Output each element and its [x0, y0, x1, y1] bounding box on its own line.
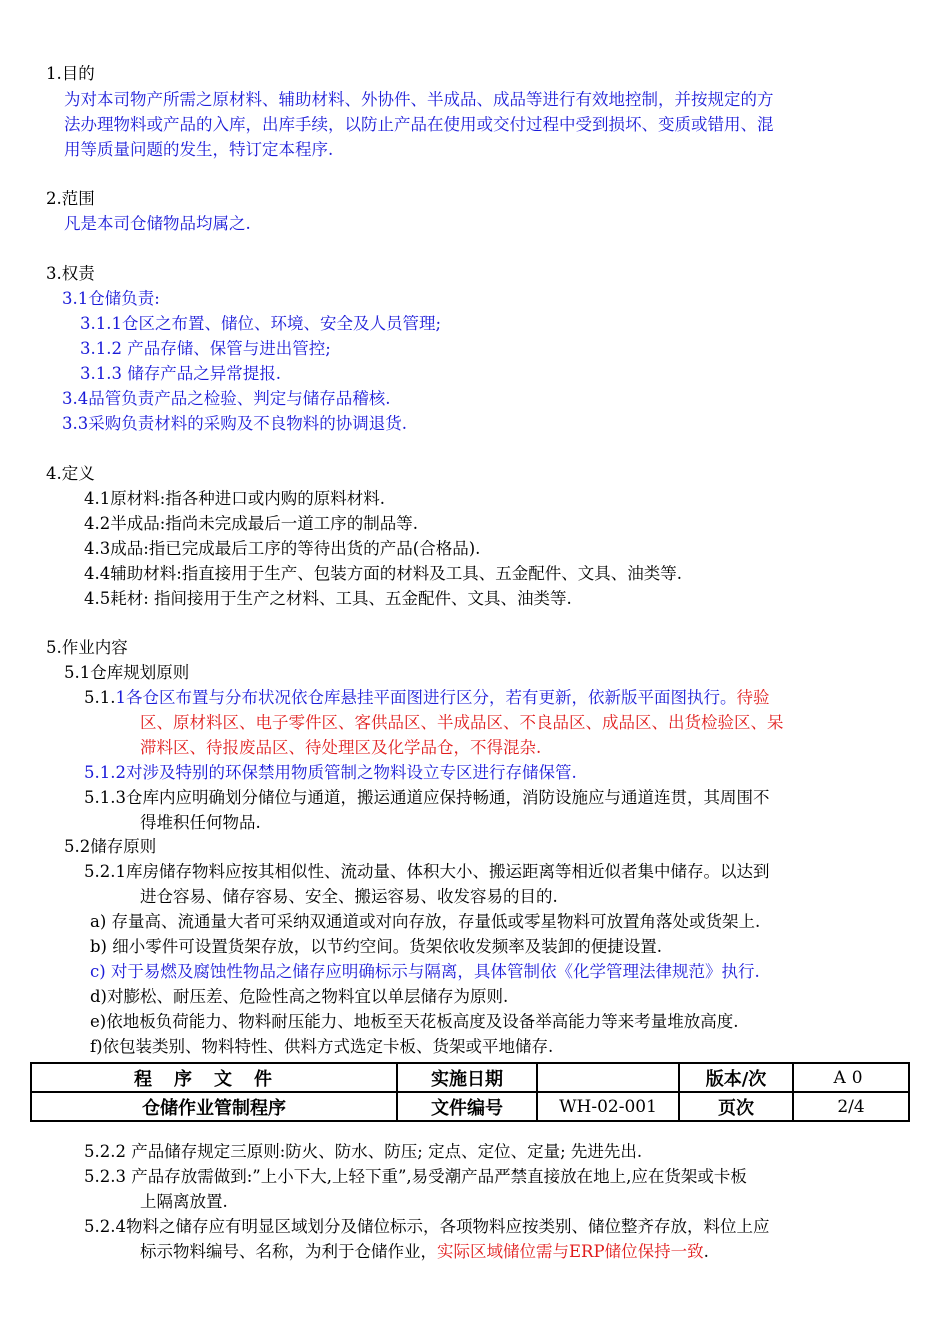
item-3-1-1: 3.1.1仓区之布置、储位、环境、安全及人员管理; [80, 314, 442, 333]
doc-type: 程序文件 [134, 1068, 294, 1090]
para-5-2-2: 5.2.2 产品储存规定三原则:防火、防水、防压; 定点、定位、定量; 先进先出. [84, 1142, 643, 1161]
item-3-1-3: 3.1.3 储存产品之异常提报. [80, 364, 281, 383]
para-5-2-3-line-1: 5.2.3 产品存放需做到:”上小下大,上轻下重”,易受潮产品严禁直接放在地上,应在货架或卡板 [84, 1167, 747, 1186]
doc-title: 仓储作业管制程序 [31, 1092, 397, 1121]
section-4-heading: 4.定义 [46, 464, 95, 483]
list-item-c-text: c) 对于易燃及腐蚀性物品之储存应明确标示与隔离， [90, 962, 474, 981]
item-3-4: 3.4品管负责产品之检验、判定与储存品稽核. [62, 389, 391, 408]
section-2-line-1: 凡是本司仓储物品均属之. [64, 214, 251, 233]
para-5-2-4-line-1: 5.2.4物料之储存应有明显区域划分及储位标示，各项物料应按类别、储位整齐存放，料位上应 [84, 1217, 770, 1236]
version-value: A0 [793, 1063, 909, 1092]
section-2-heading: 2.范围 [46, 189, 95, 208]
def-4-4: 4.4辅助材料:指直接用于生产、包装方面的材料及工具、五金配件、文具、油类等. [84, 564, 683, 583]
item-3-3: 3.3采购负责材料的采购及不良物料的协调退货. [62, 414, 407, 433]
impl-date-label: 实施日期 [397, 1063, 537, 1092]
para-5-1-3-line-2: 得堆积任何物品. [140, 813, 261, 832]
list-item-b: b) 细小零件可设置货架存放，以节约空间。货架依收发频率及装卸的便捷设置. [90, 937, 662, 956]
impl-date-value [537, 1063, 679, 1092]
section-1-line-2: 法办理物料或产品的入库，出库手续，以防止产品在使用或交付过程中受到损坏、变质或错用、混 [64, 115, 774, 134]
doc-type-cell [31, 1063, 397, 1092]
def-4-2: 4.2半成品:指尚未完成最后一道工序的制品等. [84, 514, 419, 533]
section-1-heading: 1.目的 [46, 64, 95, 83]
para-5-2-3-line-2: 上隔离放置. [140, 1192, 228, 1211]
def-4-5: 4.5耗材: 指间接用于生产之材料、工具、五金配件、文具、油类等. [84, 589, 572, 608]
section-5-heading: 5.作业内容 [46, 638, 128, 657]
para-5-1-1-num: 5.1. [84, 688, 116, 707]
para-5-2-4-line-2 [140, 1240, 709, 1264]
item-3-1-2: 3.1.2 产品存储、保管与进出管控; [80, 339, 331, 358]
para-5-1-1-text: 1各仓区布置与分布状况依仓库悬挂平面图进行区分，若有更新，依新版平面图执行。 [115, 688, 737, 707]
doc-no-value: WH-02-001 [537, 1092, 679, 1121]
subsection-5-1: 5.1仓库规划原则 [64, 663, 190, 682]
section-1-line-1: 为对本司物产所需之原材料、辅助材料、外协件、半成品、成品等进行有效地控制，并按规定的方 [64, 90, 774, 109]
para-5-1-1-line-2: 区、原材料区、电子零件区、客供品区、半成品区、不良品区、成品区、出货检验区、呆 [140, 713, 784, 732]
para-5-1-1-line-1 [84, 686, 770, 710]
doc-no-label: 文件编号 [397, 1092, 537, 1121]
page-value: 2/4 [793, 1092, 909, 1121]
para-5-1-1-red: 待验 [736, 688, 770, 707]
subsection-5-2: 5.2储存原则 [64, 837, 157, 856]
para-5-2-4-red: 实际区域储位需与ERP储位保持一致 [437, 1242, 704, 1261]
list-item-c-ref: 具体管制依《化学管理法律规范》执行. [473, 962, 760, 981]
section-1-line-3: 用等质量问题的发生，特订定本程序. [64, 140, 334, 159]
para-5-2-1-line-1: 5.2.1库房储存物料应按其相似性、流动量、体积大小、搬运距离等相近似者集中储存。以达到 [84, 862, 770, 881]
version-label: 版本/次 [679, 1063, 793, 1092]
item-3-1: 3.1仓储负责: [62, 289, 160, 308]
def-4-3: 4.3成品:指已完成最后工序的等待出货的产品(合格品). [84, 539, 481, 558]
para-5-1-3-line-1: 5.1.3仓库内应明确划分储位与通道，搬运通道应保持畅通，消防设施应与通道连贯，其周围不 [84, 788, 770, 807]
def-4-1: 4.1原材料:指各种进口或内购的原料材料. [84, 489, 386, 508]
para-5-2-4-text: 标示物料编号、名称，为利于仓储作业， [140, 1242, 437, 1261]
list-item-c [90, 960, 760, 984]
list-item-f: f)依包装类别、物料特性、供料方式选定卡板、货架或平地储存. [90, 1037, 554, 1056]
section-3-heading: 3.权责 [46, 264, 95, 283]
document-control-table [30, 1062, 910, 1122]
page-label: 页次 [679, 1092, 793, 1121]
list-item-a: a) 存量高、流通量大者可采纳双通道或对向存放，存量低或零星物料可放置角落处或货架上. [90, 912, 761, 931]
para-5-2-4-end: . [703, 1242, 709, 1261]
para-5-1-1-line-3: 滞料区、待报废品区、待处理区及化学品仓，不得混杂. [140, 738, 542, 757]
para-5-1-2: 5.1.2对涉及特别的环保禁用物质管制之物料设立专区进行存储保管. [84, 763, 577, 782]
para-5-2-1-line-2: 进仓容易、储存容易、安全、搬运容易、收发容易的目的. [140, 887, 558, 906]
list-item-e: e)依地板负荷能力、物料耐压能力、地板至天花板高度及设备举高能力等来考量堆放高度. [90, 1012, 739, 1031]
list-item-d: d)对膨松、耐压差、危险性高之物料宜以单层储存为原则. [90, 987, 509, 1006]
